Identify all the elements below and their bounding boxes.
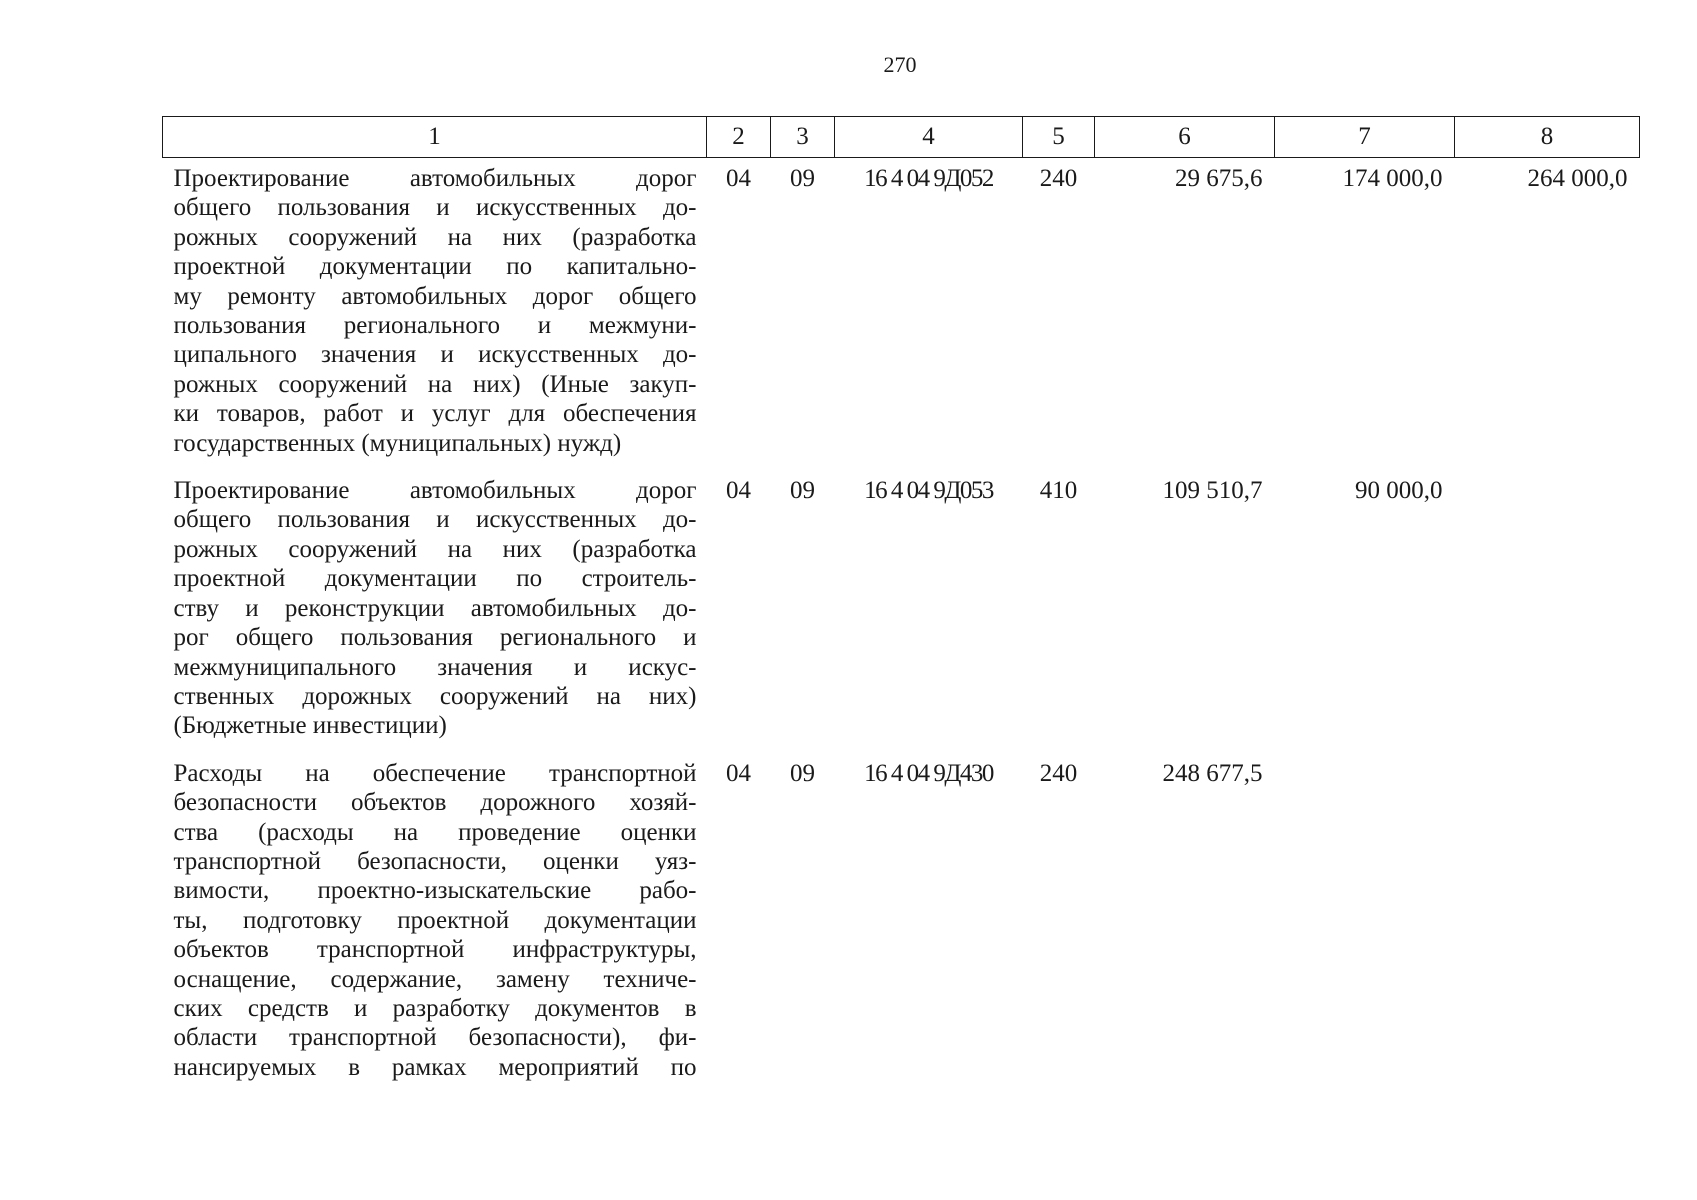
description-line: ственных дорожных сооружений на них) [173, 682, 697, 710]
description-line: Проектирование автомобильных дорог [173, 165, 697, 192]
table-row [163, 753, 1640, 1094]
header-col-1: 1 [163, 117, 707, 158]
section-code: 04 [726, 759, 751, 787]
description-line: рожных сооружений на них (разработка [173, 223, 697, 251]
header-col-6: 6 [1095, 117, 1275, 158]
subsection-code: 09 [790, 165, 815, 192]
target-article-code: 16 4 04 9Д053 [864, 477, 993, 505]
header-col-5: 5 [1023, 117, 1095, 158]
description-line: му ремонту автомобильных дорог общего [173, 282, 697, 310]
description-line: транспортной безопасности, оценки уяз- [173, 847, 697, 875]
description-line: рог общего пользования регионального и [173, 624, 697, 652]
row-description [163, 470, 707, 753]
page-number: 270 [883, 52, 917, 77]
amount-col-7: 90 000,0 [1355, 477, 1443, 505]
description-line: рожных сооружений на них) (Иные закуп- [173, 370, 697, 398]
section-code: 04 [726, 165, 751, 192]
header-col-3: 3 [771, 117, 835, 158]
amount-col-6: 29 675,6 [1175, 165, 1263, 192]
row-description [163, 753, 707, 1094]
description-line: межмуниципального значения и искус- [173, 653, 697, 681]
amount-col-8: 264 000,0 [1527, 165, 1628, 192]
description-line: проектной документации по строитель- [173, 565, 697, 593]
amount-col-8 [1455, 470, 1640, 753]
amount-col-7: 174 000,0 [1342, 165, 1443, 192]
header-col-2: 2 [707, 117, 771, 158]
description-line: ты, подготовку проектной документации [173, 906, 697, 934]
description-line: пользования регионального и межмуни- [173, 312, 697, 340]
expense-type-code: 410 [1039, 477, 1078, 505]
table-body [163, 158, 1640, 1095]
table-row [163, 158, 1640, 471]
subsection-code: 09 [790, 759, 815, 787]
description-line: ки товаров, работ и услуг для обеспечения [173, 400, 697, 428]
description-line: общего пользования и искусственных до- [173, 194, 697, 222]
section-code: 04 [726, 477, 751, 505]
header-col-7: 7 [1275, 117, 1455, 158]
target-article-code: 16 4 04 9Д052 [864, 165, 993, 192]
expense-type-code: 240 [1039, 759, 1078, 787]
description-line: вимости, проектно-изыскательские рабо- [173, 877, 697, 905]
description-line: Проектирование автомобильных дорог [173, 477, 697, 505]
description-line: Расходы на обеспечение транспортной [173, 759, 697, 787]
header-row [163, 117, 1640, 158]
header-col-4: 4 [835, 117, 1023, 158]
description-line: объектов транспортной инфраструктуры, [173, 936, 697, 964]
description-line: нансируемых в рамках мероприятий по [173, 1053, 697, 1081]
table-row [163, 470, 1640, 753]
description-line: рожных сооружений на них (разработка [173, 535, 697, 563]
subsection-code: 09 [790, 477, 815, 505]
amount-col-8 [1455, 753, 1640, 1094]
description-line: ству и реконструкции автомобильных до- [173, 594, 697, 622]
budget-table [162, 116, 1640, 1094]
description-line: (Бюджетные инвестиции) [173, 712, 447, 740]
target-article-code: 16 4 04 9Д430 [864, 759, 993, 787]
amount-col-7 [1275, 753, 1455, 1094]
description-line: оснащение, содержание, замену техниче- [173, 965, 697, 993]
header-col-8: 8 [1455, 117, 1640, 158]
table-header [163, 117, 1640, 158]
row-description [163, 158, 707, 471]
description-line: проектной документации по капитально- [173, 253, 697, 281]
description-line: области транспортной безопасности), фи- [173, 1024, 697, 1052]
amount-col-6: 248 677,5 [1162, 759, 1263, 787]
description-line: ства (расходы на проведение оценки [173, 818, 697, 846]
amount-col-6: 109 510,7 [1162, 477, 1263, 505]
description-line: общего пользования и искусственных до- [173, 506, 697, 534]
expense-type-code: 240 [1039, 165, 1078, 192]
description-line: государственных (муниципальных) нужд) [173, 429, 622, 457]
description-line: ских средств и разработку документов в [173, 994, 697, 1022]
description-line: ципального значения и искусственных до- [173, 341, 697, 369]
description-line: безопасности объектов дорожного хозяй- [173, 789, 697, 817]
